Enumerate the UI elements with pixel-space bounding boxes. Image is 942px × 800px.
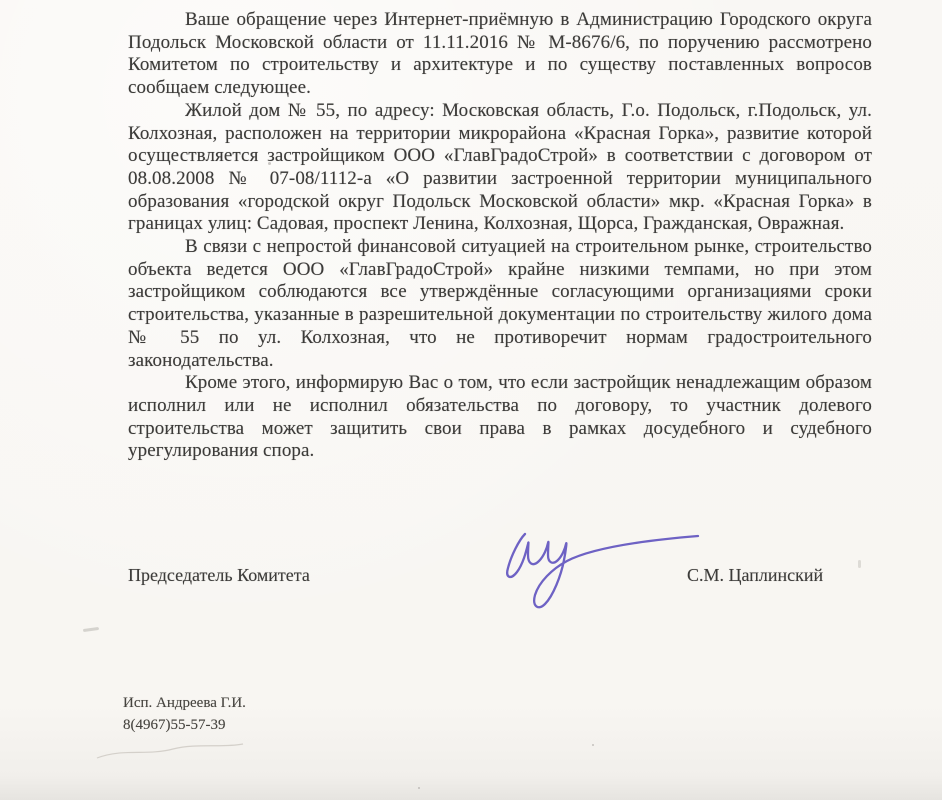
scan-crease-mark [95,740,245,764]
footer-executor: Исп. Андреева Г.И. [123,695,246,711]
footer-block [123,692,246,736]
paragraph-legal-advice: Кроме этого, информирую Вас о том, что если застройщик ненадлежащим образом исполнил или не исполнил обязательства по договору, то участник долевого строительства может защитить свои права в рамках досудебного и судебного урегулирования спора. [128,372,872,462]
paragraph-construction-status: В связи с непростой финансовой ситуацией на строительном рынке, строительство объекта ведется ООО «ГлавГрадоСтрой» крайне низкими темпами, но при этом застройщиком соблюдаются все утверждённые согласующими организациями сроки строительства, указанные в разрешительной документации по строительству жилого дома № 55 по ул. Колхозная, что не противоречит нормам градостроительного законодательства. [128,236,872,371]
signature-ink-svg [495,512,707,616]
scan-speckle [418,787,420,789]
paragraph-building-info: Жилой дом № 55, по адресу: Московская область, Г.о. Подольск, г.Подольск, ул. Колхозная, расположен на территории микрорайона «Красная Горка», развитие которой осуществляется застройщиком ООО «ГлавГрадоСтрой» в соответствии с договором от 08.08.2008 № 07-08/1112-а «О развитии застроенной территории муниципального образования «городской округ Подольск Московской области» мкр. «Красная Горка» в границах улиц: Садовая, проспект Ленина, Колхозная, Щорса, Гражданская, Овражная. [128,99,872,235]
signature-ink-stroke [507,534,698,607]
signatory-position-title: Председатель Комитета [128,565,310,585]
paragraph-appeal-intro: Ваше обращение через Интернет-приёмную в Администрацию Городского округа Подольск Московской области от 11.11.2016 № М-8676/6, по поручению рассмотрено Комитетом по строительству и архитектуре и по существу поставленных вопросов сообщаем следующее. [128,9,872,99]
handwritten-signature-ink [495,512,707,616]
signatory-name: С.М. Цаплинский [687,565,824,585]
scan-speckle [83,627,99,632]
scan-speckle [592,744,594,746]
signature-row [0,565,942,605]
footer-phone: 8(4967)55-57-39 [123,717,226,733]
letter-body [128,9,872,463]
